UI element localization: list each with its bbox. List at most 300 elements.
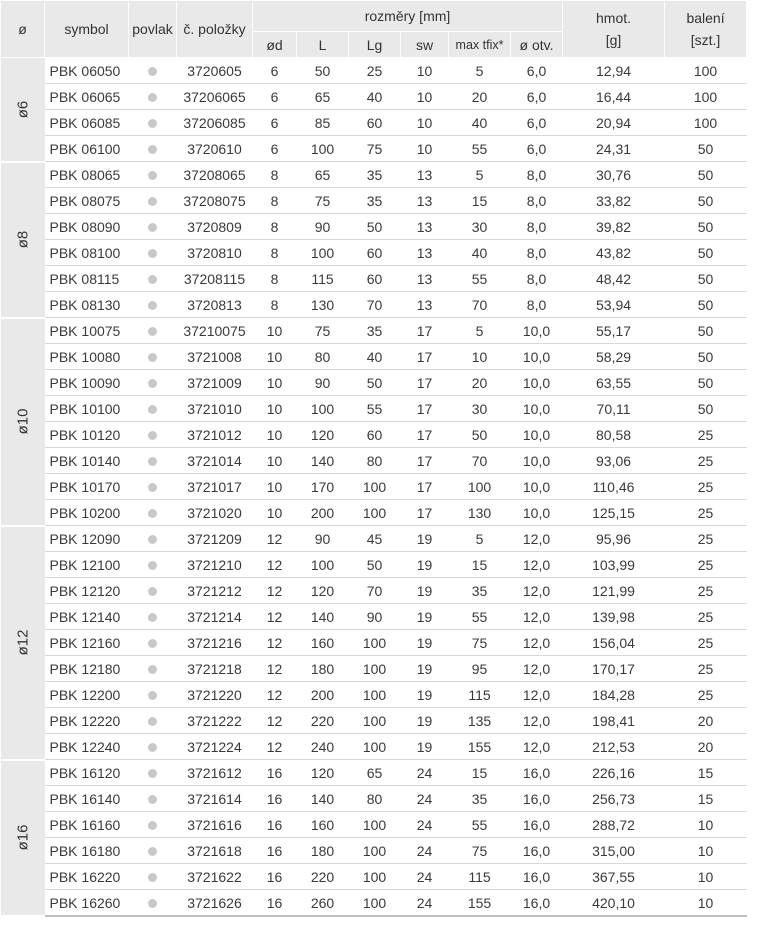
cell-L: 65 xyxy=(297,162,349,188)
cell-sw: 13 xyxy=(401,240,449,266)
cell-item-number: 37208115 xyxy=(177,266,253,292)
cell-hole-diameter: 10,0 xyxy=(511,396,563,422)
cell-d: 12 xyxy=(253,708,297,734)
table-row xyxy=(1,188,747,214)
cell-d: 10 xyxy=(253,318,297,344)
cell-L: 180 xyxy=(297,656,349,682)
cell-sw: 19 xyxy=(401,578,449,604)
table-row xyxy=(1,500,747,526)
cell-item-number: 3721622 xyxy=(177,864,253,890)
group-diameter-label xyxy=(1,162,45,318)
cell-d: 10 xyxy=(253,422,297,448)
cell-d: 6 xyxy=(253,58,297,84)
cell-L: 160 xyxy=(297,630,349,656)
cell-Lg: 100 xyxy=(349,812,401,838)
cell-item-number: 3720610 xyxy=(177,136,253,162)
coating-dot-icon xyxy=(148,665,157,674)
cell-Lg: 35 xyxy=(349,318,401,344)
header-dimensions: rozměry [mm] xyxy=(253,1,563,32)
cell-Lg: 100 xyxy=(349,630,401,656)
cell-L: 180 xyxy=(297,838,349,864)
cell-item-number: 3721008 xyxy=(177,344,253,370)
cell-hole-diameter: 10,0 xyxy=(511,500,563,526)
cell-weight: 58,29 xyxy=(563,344,665,370)
cell-symbol: PBK 12160 xyxy=(45,630,129,656)
cell-symbol: PBK 12090 xyxy=(45,526,129,552)
cell-hole-diameter: 12,0 xyxy=(511,578,563,604)
cell-coating xyxy=(129,890,177,917)
cell-symbol: PBK 06085 xyxy=(45,110,129,136)
cell-d: 10 xyxy=(253,370,297,396)
cell-hole-diameter: 12,0 xyxy=(511,604,563,630)
cell-d: 12 xyxy=(253,604,297,630)
cell-sw: 17 xyxy=(401,370,449,396)
cell-packaging: 25 xyxy=(665,604,747,630)
table-row xyxy=(1,578,747,604)
cell-coating xyxy=(129,604,177,630)
cell-packaging: 10 xyxy=(665,890,747,917)
coating-dot-icon xyxy=(148,535,157,544)
header-weight-line1: hmot. xyxy=(596,10,632,26)
coating-dot-icon xyxy=(148,873,157,882)
header-L: L xyxy=(297,32,349,58)
cell-weight: 198,41 xyxy=(563,708,665,734)
cell-packaging: 50 xyxy=(665,240,747,266)
cell-Lg: 60 xyxy=(349,110,401,136)
cell-coating xyxy=(129,630,177,656)
cell-item-number: 3721222 xyxy=(177,708,253,734)
cell-weight: 121,99 xyxy=(563,578,665,604)
cell-hole-diameter: 16,0 xyxy=(511,760,563,786)
group-diameter-label xyxy=(1,760,45,917)
table-row xyxy=(1,708,747,734)
cell-sw: 10 xyxy=(401,110,449,136)
cell-packaging: 25 xyxy=(665,552,747,578)
cell-hole-diameter: 6,0 xyxy=(511,58,563,84)
cell-d: 6 xyxy=(253,84,297,110)
cell-item-number: 3721216 xyxy=(177,630,253,656)
cell-sw: 19 xyxy=(401,604,449,630)
cell-coating xyxy=(129,552,177,578)
cell-hole-diameter: 12,0 xyxy=(511,630,563,656)
cell-symbol: PBK 10200 xyxy=(45,500,129,526)
cell-packaging: 10 xyxy=(665,864,747,890)
cell-hole-diameter: 8,0 xyxy=(511,266,563,292)
cell-symbol: PBK 06100 xyxy=(45,136,129,162)
cell-weight: 55,17 xyxy=(563,318,665,344)
cell-hole-diameter: 16,0 xyxy=(511,812,563,838)
header-sw: sw xyxy=(401,32,449,58)
cell-Lg: 90 xyxy=(349,604,401,630)
cell-d: 16 xyxy=(253,864,297,890)
cell-weight: 24,31 xyxy=(563,136,665,162)
cell-max-tfix: 155 xyxy=(449,890,511,917)
cell-symbol: PBK 12220 xyxy=(45,708,129,734)
header-packaging xyxy=(665,1,747,58)
coating-dot-icon xyxy=(148,483,157,492)
cell-packaging: 50 xyxy=(665,214,747,240)
cell-L: 90 xyxy=(297,214,349,240)
cell-packaging: 50 xyxy=(665,370,747,396)
cell-packaging: 25 xyxy=(665,474,747,500)
cell-packaging: 50 xyxy=(665,344,747,370)
cell-L: 100 xyxy=(297,240,349,266)
cell-weight: 20,94 xyxy=(563,110,665,136)
cell-packaging: 50 xyxy=(665,396,747,422)
cell-packaging: 25 xyxy=(665,526,747,552)
cell-symbol: PBK 10100 xyxy=(45,396,129,422)
cell-item-number: 3720810 xyxy=(177,240,253,266)
cell-hole-diameter: 10,0 xyxy=(511,422,563,448)
cell-symbol: PBK 10170 xyxy=(45,474,129,500)
cell-weight: 16,44 xyxy=(563,84,665,110)
cell-sw: 19 xyxy=(401,526,449,552)
cell-max-tfix: 30 xyxy=(449,396,511,422)
table-row xyxy=(1,838,747,864)
cell-weight: 30,76 xyxy=(563,162,665,188)
cell-sw: 13 xyxy=(401,292,449,318)
cell-hole-diameter: 6,0 xyxy=(511,110,563,136)
table-row xyxy=(1,656,747,682)
cell-Lg: 60 xyxy=(349,240,401,266)
cell-symbol: PBK 10120 xyxy=(45,422,129,448)
cell-Lg: 100 xyxy=(349,682,401,708)
cell-coating xyxy=(129,240,177,266)
coating-dot-icon xyxy=(148,769,157,778)
cell-d: 16 xyxy=(253,838,297,864)
cell-coating xyxy=(129,474,177,500)
cell-packaging: 25 xyxy=(665,630,747,656)
cell-symbol: PBK 12140 xyxy=(45,604,129,630)
coating-dot-icon xyxy=(148,197,157,206)
cell-max-tfix: 10 xyxy=(449,344,511,370)
cell-Lg: 75 xyxy=(349,136,401,162)
cell-packaging: 50 xyxy=(665,188,747,214)
cell-L: 100 xyxy=(297,396,349,422)
header-packaging-line1: balení xyxy=(686,10,725,26)
cell-L: 140 xyxy=(297,786,349,812)
cell-L: 90 xyxy=(297,526,349,552)
cell-L: 130 xyxy=(297,292,349,318)
header-d: ød xyxy=(253,32,297,58)
cell-weight: 48,42 xyxy=(563,266,665,292)
cell-sw: 24 xyxy=(401,890,449,917)
cell-hole-diameter: 8,0 xyxy=(511,240,563,266)
coating-dot-icon xyxy=(148,509,157,518)
cell-item-number: 3721014 xyxy=(177,448,253,474)
cell-symbol: PBK 12200 xyxy=(45,682,129,708)
cell-d: 12 xyxy=(253,656,297,682)
coating-dot-icon xyxy=(148,431,157,440)
table-row xyxy=(1,786,747,812)
cell-Lg: 70 xyxy=(349,292,401,318)
cell-sw: 17 xyxy=(401,318,449,344)
cell-sw: 10 xyxy=(401,136,449,162)
cell-Lg: 35 xyxy=(349,162,401,188)
coating-dot-icon xyxy=(148,353,157,362)
cell-max-tfix: 15 xyxy=(449,552,511,578)
cell-max-tfix: 35 xyxy=(449,786,511,812)
cell-coating xyxy=(129,344,177,370)
cell-weight: 39,82 xyxy=(563,214,665,240)
table-row xyxy=(1,474,747,500)
cell-max-tfix: 5 xyxy=(449,58,511,84)
cell-weight: 315,00 xyxy=(563,838,665,864)
cell-symbol: PBK 08100 xyxy=(45,240,129,266)
cell-symbol: PBK 12100 xyxy=(45,552,129,578)
cell-hole-diameter: 6,0 xyxy=(511,84,563,110)
coating-dot-icon xyxy=(148,67,157,76)
cell-d: 6 xyxy=(253,136,297,162)
cell-d: 10 xyxy=(253,396,297,422)
cell-hole-diameter: 6,0 xyxy=(511,136,563,162)
table-header xyxy=(1,1,747,58)
cell-d: 10 xyxy=(253,344,297,370)
table-row xyxy=(1,682,747,708)
cell-max-tfix: 55 xyxy=(449,812,511,838)
cell-L: 120 xyxy=(297,422,349,448)
cell-max-tfix: 70 xyxy=(449,292,511,318)
coating-dot-icon xyxy=(148,795,157,804)
cell-Lg: 100 xyxy=(349,890,401,917)
cell-d: 12 xyxy=(253,526,297,552)
cell-d: 16 xyxy=(253,812,297,838)
table-row xyxy=(1,318,747,344)
header-max-tfix: max tfix* xyxy=(449,32,511,58)
table-row xyxy=(1,58,747,84)
cell-symbol: PBK 16260 xyxy=(45,890,129,917)
coating-dot-icon xyxy=(148,145,157,154)
coating-dot-icon xyxy=(148,717,157,726)
cell-weight: 184,28 xyxy=(563,682,665,708)
coating-dot-icon xyxy=(148,405,157,414)
cell-packaging: 15 xyxy=(665,760,747,786)
cell-item-number: 3721626 xyxy=(177,890,253,917)
cell-item-number: 3721012 xyxy=(177,422,253,448)
cell-hole-diameter: 12,0 xyxy=(511,682,563,708)
table-row xyxy=(1,448,747,474)
cell-packaging: 10 xyxy=(665,812,747,838)
cell-Lg: 80 xyxy=(349,786,401,812)
cell-packaging: 25 xyxy=(665,578,747,604)
coating-dot-icon xyxy=(148,223,157,232)
cell-hole-diameter: 8,0 xyxy=(511,188,563,214)
cell-weight: 170,17 xyxy=(563,656,665,682)
cell-hole-diameter: 16,0 xyxy=(511,838,563,864)
group-diameter-label xyxy=(1,58,45,162)
header-symbol: symbol xyxy=(45,1,129,58)
table-row xyxy=(1,344,747,370)
cell-max-tfix: 155 xyxy=(449,734,511,760)
coating-dot-icon xyxy=(148,275,157,284)
cell-max-tfix: 115 xyxy=(449,864,511,890)
cell-Lg: 100 xyxy=(349,500,401,526)
cell-item-number: 3721010 xyxy=(177,396,253,422)
cell-symbol: PBK 06050 xyxy=(45,58,129,84)
cell-weight: 110,46 xyxy=(563,474,665,500)
cell-sw: 19 xyxy=(401,708,449,734)
cell-Lg: 50 xyxy=(349,370,401,396)
coating-dot-icon xyxy=(148,379,157,388)
cell-weight: 33,82 xyxy=(563,188,665,214)
cell-symbol: PBK 12120 xyxy=(45,578,129,604)
cell-sw: 19 xyxy=(401,682,449,708)
table-row xyxy=(1,864,747,890)
table-row xyxy=(1,240,747,266)
cell-L: 170 xyxy=(297,474,349,500)
cell-sw: 13 xyxy=(401,214,449,240)
cell-weight: 288,72 xyxy=(563,812,665,838)
cell-item-number: 3721212 xyxy=(177,578,253,604)
cell-coating xyxy=(129,708,177,734)
cell-d: 12 xyxy=(253,734,297,760)
table-row xyxy=(1,890,747,917)
cell-item-number: 37208065 xyxy=(177,162,253,188)
cell-max-tfix: 40 xyxy=(449,110,511,136)
cell-sw: 24 xyxy=(401,760,449,786)
cell-hole-diameter: 10,0 xyxy=(511,370,563,396)
table-row xyxy=(1,292,747,318)
cell-item-number: 3721017 xyxy=(177,474,253,500)
cell-sw: 19 xyxy=(401,734,449,760)
cell-sw: 19 xyxy=(401,630,449,656)
cell-weight: 95,96 xyxy=(563,526,665,552)
cell-item-number: 3721614 xyxy=(177,786,253,812)
cell-max-tfix: 95 xyxy=(449,656,511,682)
coating-dot-icon xyxy=(148,171,157,180)
cell-max-tfix: 15 xyxy=(449,188,511,214)
coating-dot-icon xyxy=(148,613,157,622)
cell-max-tfix: 35 xyxy=(449,578,511,604)
cell-coating xyxy=(129,110,177,136)
table-row xyxy=(1,84,747,110)
table-row xyxy=(1,760,747,786)
cell-symbol: PBK 16120 xyxy=(45,760,129,786)
cell-L: 100 xyxy=(297,136,349,162)
cell-weight: 63,55 xyxy=(563,370,665,396)
cell-max-tfix: 20 xyxy=(449,370,511,396)
cell-Lg: 100 xyxy=(349,734,401,760)
cell-sw: 17 xyxy=(401,474,449,500)
coating-dot-icon xyxy=(148,561,157,570)
cell-sw: 13 xyxy=(401,266,449,292)
cell-hole-diameter: 8,0 xyxy=(511,162,563,188)
coating-dot-icon xyxy=(148,249,157,258)
cell-coating xyxy=(129,812,177,838)
coating-dot-icon xyxy=(148,587,157,596)
cell-Lg: 100 xyxy=(349,838,401,864)
cell-symbol: PBK 10140 xyxy=(45,448,129,474)
cell-coating xyxy=(129,786,177,812)
cell-L: 50 xyxy=(297,58,349,84)
cell-item-number: 37206065 xyxy=(177,84,253,110)
cell-d: 12 xyxy=(253,578,297,604)
table-row xyxy=(1,604,747,630)
cell-item-number: 3721009 xyxy=(177,370,253,396)
cell-sw: 17 xyxy=(401,448,449,474)
cell-packaging: 50 xyxy=(665,318,747,344)
cell-symbol: PBK 08090 xyxy=(45,214,129,240)
cell-packaging: 15 xyxy=(665,786,747,812)
cell-hole-diameter: 16,0 xyxy=(511,890,563,917)
cell-symbol: PBK 08065 xyxy=(45,162,129,188)
cell-sw: 10 xyxy=(401,58,449,84)
cell-coating xyxy=(129,656,177,682)
cell-Lg: 80 xyxy=(349,448,401,474)
cell-L: 220 xyxy=(297,708,349,734)
cell-max-tfix: 75 xyxy=(449,630,511,656)
cell-max-tfix: 135 xyxy=(449,708,511,734)
cell-packaging: 20 xyxy=(665,734,747,760)
cell-packaging: 25 xyxy=(665,500,747,526)
cell-L: 220 xyxy=(297,864,349,890)
cell-Lg: 40 xyxy=(349,84,401,110)
cell-sw: 17 xyxy=(401,422,449,448)
cell-symbol: PBK 16180 xyxy=(45,838,129,864)
cell-max-tfix: 115 xyxy=(449,682,511,708)
cell-item-number: 3721218 xyxy=(177,656,253,682)
cell-item-number: 3721209 xyxy=(177,526,253,552)
cell-Lg: 40 xyxy=(349,344,401,370)
cell-max-tfix: 70 xyxy=(449,448,511,474)
cell-hole-diameter: 16,0 xyxy=(511,786,563,812)
cell-packaging: 25 xyxy=(665,682,747,708)
cell-hole-diameter: 8,0 xyxy=(511,214,563,240)
cell-weight: 103,99 xyxy=(563,552,665,578)
cell-d: 12 xyxy=(253,552,297,578)
cell-weight: 256,73 xyxy=(563,786,665,812)
header-hole-diameter: ø otv. xyxy=(511,32,563,58)
cell-packaging: 50 xyxy=(665,162,747,188)
cell-hole-diameter: 12,0 xyxy=(511,708,563,734)
cell-L: 90 xyxy=(297,370,349,396)
cell-d: 12 xyxy=(253,630,297,656)
cell-max-tfix: 5 xyxy=(449,526,511,552)
cell-sw: 13 xyxy=(401,162,449,188)
cell-item-number: 37208075 xyxy=(177,188,253,214)
header-diameter: ø xyxy=(1,1,45,58)
cell-sw: 17 xyxy=(401,396,449,422)
cell-L: 140 xyxy=(297,448,349,474)
cell-L: 115 xyxy=(297,266,349,292)
cell-coating xyxy=(129,578,177,604)
cell-symbol: PBK 16220 xyxy=(45,864,129,890)
cell-item-number: 3721020 xyxy=(177,500,253,526)
cell-item-number: 3721224 xyxy=(177,734,253,760)
cell-weight: 139,98 xyxy=(563,604,665,630)
table-row xyxy=(1,812,747,838)
coating-dot-icon xyxy=(148,743,157,752)
cell-packaging: 10 xyxy=(665,838,747,864)
cell-hole-diameter: 10,0 xyxy=(511,318,563,344)
header-coating: povlak xyxy=(129,1,177,58)
cell-symbol: PBK 08115 xyxy=(45,266,129,292)
cell-symbol: PBK 12240 xyxy=(45,734,129,760)
cell-coating xyxy=(129,292,177,318)
cell-Lg: 45 xyxy=(349,526,401,552)
table-row xyxy=(1,396,747,422)
cell-weight: 367,55 xyxy=(563,864,665,890)
cell-coating xyxy=(129,838,177,864)
coating-dot-icon xyxy=(148,639,157,648)
cell-Lg: 50 xyxy=(349,552,401,578)
cell-d: 8 xyxy=(253,266,297,292)
table-row xyxy=(1,136,747,162)
cell-L: 200 xyxy=(297,500,349,526)
table-body xyxy=(1,58,747,917)
header-weight-line2: [g] xyxy=(605,32,622,48)
cell-coating xyxy=(129,162,177,188)
